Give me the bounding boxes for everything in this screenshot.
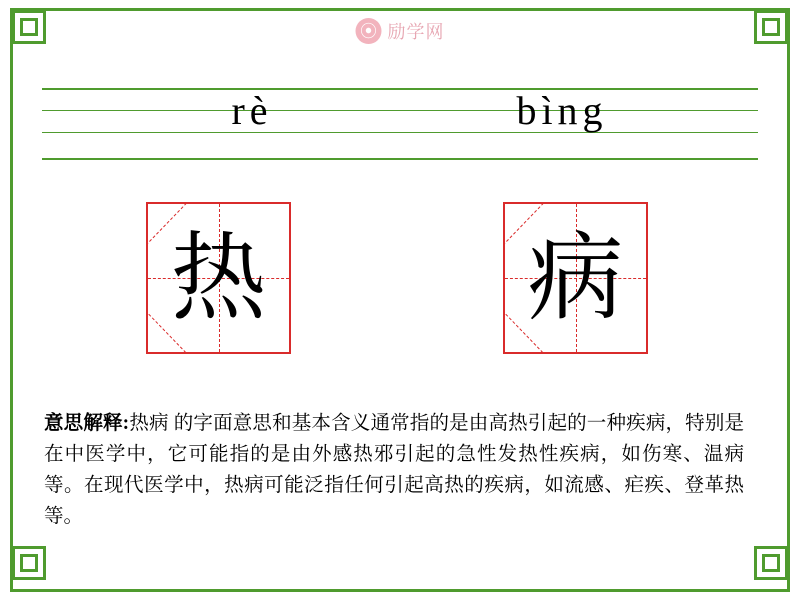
explanation-block: [44, 408, 744, 532]
site-logo: [356, 18, 445, 44]
logo-swirl-icon: ⦿: [356, 18, 382, 44]
pinyin-second: bìng: [516, 88, 608, 133]
explanation-text: 热病 的字面意思和基本含义通常指的是由高热引起的一种疾病，特别是在中医学中，它可能指的是由外感热邪引起的急性发热性疾病，如伤寒、温病等。在现代医学中，热病可能泛指任何引起高热的疾病，如流感、疟疾、登革热等。: [44, 413, 744, 527]
character-grid-box-2: [503, 202, 648, 354]
character-re: 热: [170, 222, 267, 334]
corner-ornament-bottom-right: [754, 546, 788, 580]
pinyin-four-line-staff: [42, 88, 758, 160]
logo-text: 励学网: [387, 22, 445, 42]
explanation-label: 意思解释:: [44, 413, 130, 434]
corner-ornament-bottom-left: [12, 546, 46, 580]
corner-ornament-top-right: [754, 10, 788, 44]
corner-ornament-top-left: [12, 10, 46, 44]
pinyin-first: rè: [231, 88, 273, 133]
character-grid-box-1: [146, 202, 291, 354]
staff-line-4: [42, 158, 758, 160]
character-bing: 病: [527, 222, 624, 334]
